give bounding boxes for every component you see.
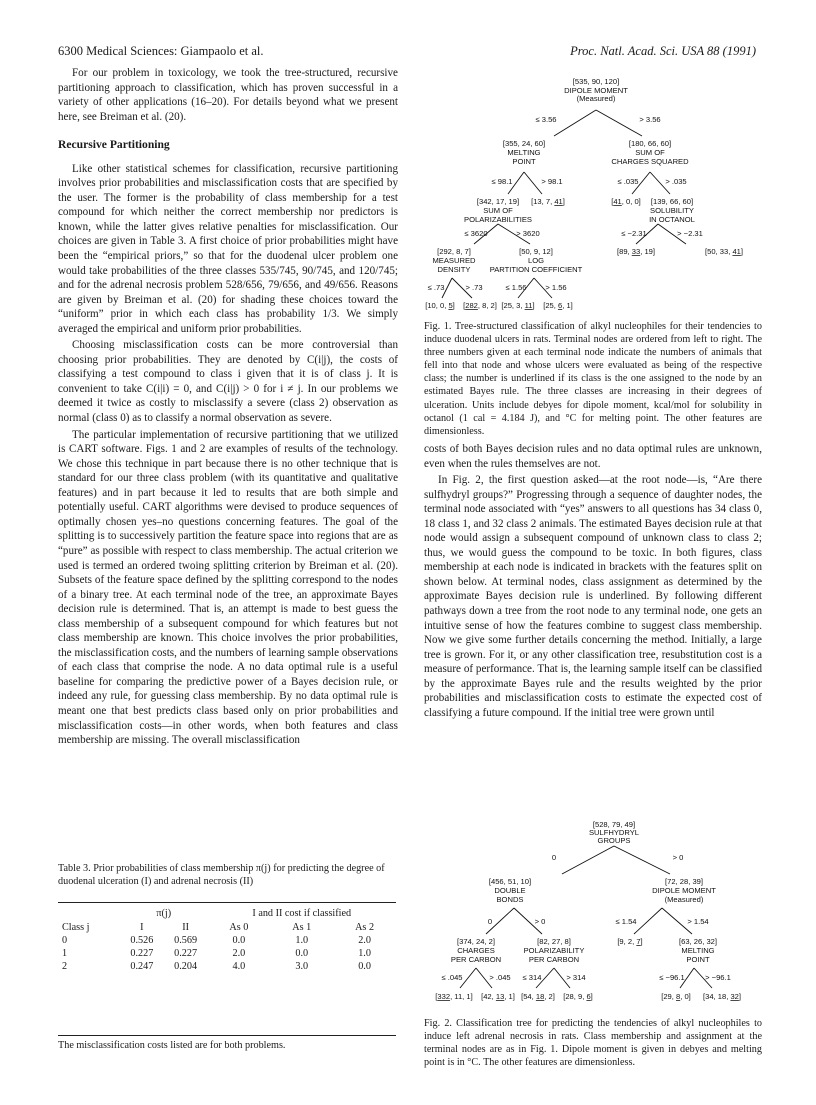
fig1-node-label: POLARIZABILITIES [464, 215, 532, 224]
table-cell: 1.0 [358, 948, 371, 959]
fig2-edge-label: ≤ −96.1 [659, 973, 685, 982]
fig1-node-label: SOLUBILITY [650, 206, 694, 215]
fig2-terminal-node [521, 992, 555, 1001]
fig2-node-counts: [63, 26, 32] [679, 937, 717, 946]
count-part: [50, 33, [704, 247, 733, 256]
fig1-node-counts: [139, 66, 60] [650, 197, 694, 206]
right-column [424, 442, 762, 720]
count-part: ] [532, 301, 535, 310]
count-part: , 1] [504, 992, 515, 1001]
intro-paragraph: For our problem in toxicology, we took the tree-structured, recursive partitioning approach to classification, which has proven successful in a variety of other applications (16–20). For details beyond what we present here, see Breiman et al. (20). [58, 67, 398, 123]
text-run: algorithms were devised to produce sequences of optimally chosen yes–no questions concerning features. The goal of the splitting is to successively partition the feature space into regions that are as “pure” as possible with respect to class membership. The actual criterion we used is termed an ordered twoing splitting criterion by Breiman et al. (20). Subsets of the feature space defined by the splitting correspond to the nodes of a binary tree. At each terminal node of the tree, an approximate Bayes decision rule is determined. That is, an attempt is made to best guess the class membership of a subsequent compound for which features but not class membership are known. This choice involves the prior probabilities, the misclassification costs, and the numbers of learning sample observations of each class that comprise the node. A no data optimal rule is a useful baseline for comparing the predictive power of a Bayes decision rule, or indeed any rule, for guessing class membership. By no data optimal rule is meant one that best predicts class based only on prior probabilities and misclassification costs—in other words, when both features and class membership are missing. The overall misclassification [58, 501, 398, 747]
fig2-node-label: DIPOLE MOMENT [652, 886, 716, 895]
table-cell: 1.0 [295, 935, 309, 946]
fig1-edge-label: > −2.31 [677, 229, 703, 238]
fig2-root-sub: GROUPS [597, 836, 631, 845]
fig1-node-label: IN OCTANOL [649, 215, 695, 224]
fig1-root-counts: [535, 90, 120] [572, 77, 620, 86]
fig1-root-label: DIPOLE MOMENT [564, 86, 628, 95]
table-cell: 0.204 [174, 961, 198, 972]
table-rule-bottom [58, 1035, 396, 1036]
fig2-node-counts: [82, 27, 8] [537, 937, 571, 946]
table-cell: 0.569 [174, 935, 198, 946]
fig2-edge-label: 0 [551, 853, 557, 862]
assigned-count: 282 [465, 301, 478, 310]
fig2-node-counts: [72, 28, 39] [665, 877, 703, 886]
fig1-terminal-node [531, 197, 565, 206]
cart-name: CART [142, 501, 172, 514]
count-part: , 0] [680, 992, 691, 1001]
fig1-node-counts: [50, 9, 12] [519, 247, 553, 256]
fig1-node-counts: [342, 17, 19] [476, 197, 520, 206]
fig2-node-label: POLARIZABILITY [523, 946, 585, 955]
fig1-edge-label: > .73 [465, 283, 483, 292]
table-caption: Table 3. Prior probabilities of class membership π(j) for predicting the degree of duodenal ulceration (I) and adrenal necrosis (II) [58, 863, 385, 888]
assigned-count: 13 [495, 992, 505, 1001]
assigned-count: 6 [586, 992, 591, 1001]
figure-2-tree [424, 818, 764, 1013]
table-colhead-row [58, 921, 396, 934]
table-cell: 0.0 [295, 948, 309, 959]
fig2-node-label: POINT [686, 955, 710, 964]
fig2-node-counts: [374, 24, 2] [457, 937, 495, 946]
fig2-node-label: MELTING [681, 946, 715, 955]
fig1-terminal-node [501, 301, 534, 310]
fig2-edge-label: ≤ 1.54 [615, 917, 637, 926]
fig1-node-label: MEASURED [432, 256, 476, 265]
fig2-node-label: BONDS [496, 895, 524, 904]
paragraph-priors: Like other statistical schemes for classification, recursive partitioning involves prior probabilities and misclassification costs that are specified by the user. The former is the probability of class membership for a test compound for which neither the correct membership nor predictors is known, while the latter gives relative penalties for misclassification. Our choices are given in Table 3. A first choice of prior probabilities might have been the “empirical priors,” so that for the duodenal ulcer problem one would take probabilities of the three classes 535/745, 90/745, and 120/745; and for the adrenal necrosis problem 528/656, 79/656, and 49/656. Reasons are given by Breiman et al. (20) for shading these choices toward the “uniform” prior in which each class has probability 1/3. We simply averaged the empirical and uniform prior probabilities. [58, 162, 398, 335]
continued-paragraph: costs of both Bayes decision rules and no data optimal rules are unknown, even when the rules themselves are not. [424, 443, 762, 470]
fig2-edge-label: > −96.1 [705, 973, 731, 982]
fig2-edge-label: ≤ .045 [441, 973, 463, 982]
fig2-terminal-node [563, 992, 593, 1001]
paragraph-cart [58, 428, 398, 748]
fig1-root-sub: (Measured) [576, 94, 616, 103]
table-cell: 0.247 [130, 961, 154, 972]
assigned-count: 41 [732, 247, 741, 256]
count-part: [25, 3, [501, 301, 525, 310]
fig1-node-label: SUM OF [635, 148, 665, 157]
assigned-count: 8 [675, 992, 681, 1001]
col-head: As 2 [355, 922, 375, 933]
fig1-node-label: POINT [512, 157, 536, 166]
assigned-count: 332 [437, 992, 451, 1001]
count-part: [29, [661, 992, 676, 1001]
table-cell: 4.0 [232, 961, 246, 972]
fig2-edge-label: > 0 [534, 917, 546, 926]
table-cell: 2.0 [358, 935, 371, 946]
table-cell: 0.0 [358, 961, 371, 972]
figure-2-caption: Fig. 2. Classification tree for predicting the tendencies of alkyl nucleophiles to induce left adrenal necrosis in rats. Class membership and assignment at the terminal nodes are as in Fig. 1. Dipole moment is given in debyes and melting point is in °C. The other features are dimensionless. [424, 1018, 762, 1069]
count-part: [13, 7, [531, 197, 555, 206]
table-row [58, 934, 396, 947]
fig2-edge-label: > 1.54 [687, 917, 709, 926]
paragraph-fig2: In Fig. 2, the first question asked—at the root node—is, “Are there sulfhydryl groups?” Progressing through a sequence of daughter nodes, the terminal node associated with “yes” answers to all questions has 34 class 0, 18 class 1, and 32 class 2 animals. The estimated Bayes decision rule at that node would assign a subsequent compound of unknown class to class 2; thus, we would guess the compound to be toxic. In both figures, class membership at each node is indicated in brackets with the features split on shown below. At terminal nodes, class assignment as determined by the approximate Bayes decision rule is underlined. By following different pathways down a tree from the root node to any terminal node, one gets an intuitive sense of how the features combine to suggest class membership. Now we give some further details concerning the method. Initially, a large tree is grown. For it, or any other classification tree, resubstitution cost is a measure of performance. That is, the learning sample itself can be classified by the approximate Bayes rule and the results weighted by the prior probabilities and misclassification costs to estimate the expected cost of classifying a future compound. If the initial tree were grown until [424, 474, 762, 719]
fig1-node-label: DENSITY [437, 265, 471, 274]
fig1-edge-label: > 3620 [516, 229, 540, 238]
assigned-count: 7 [636, 937, 641, 946]
col-head: Class j [62, 922, 90, 933]
fig1-edge-label: > 1.56 [545, 283, 567, 292]
fig2-node-label: PER CARBON [450, 955, 502, 964]
fig1-node-label: PARTITION COEFFICIENT [489, 265, 583, 274]
fig1-edge-label: ≤ 3620 [464, 229, 488, 238]
fig1-edge-label: ≤ 3.56 [535, 115, 557, 124]
count-part: ] [740, 247, 744, 256]
table-cell: 0 [62, 935, 68, 946]
running-header-left: 6300 Medical Sciences: Giampaolo et al. [58, 44, 264, 58]
fig2-edge-label: > 314 [566, 973, 586, 982]
table-header-row [58, 906, 396, 921]
table-cell: 0.227 [174, 948, 198, 959]
table-cell: 2 [62, 961, 68, 972]
paragraph-costs: Choosing misclassification costs can be more controversial than choosing prior probabilities. They are denoted by C(i|j), the costs of classifying a test compound to class i given that it is of class j. It is convenient to take C(i|i) = 0, and C(i|j) > 0 for i ≠ j. In our problems we deemed it twice as costly to misclassify a severe (class 2) observation as normal (class 0) as to classify a normal observation as severe. [58, 339, 398, 425]
count-part: [9, 2, [617, 937, 637, 946]
fig1-edge-label: ≤ .73 [427, 283, 445, 292]
table-cell: 0.526 [130, 935, 154, 946]
count-part: , 11, 1] [450, 992, 473, 1001]
fig2-edge-label: 0 [487, 917, 493, 926]
fig1-node-counts: [355, 24, 60] [502, 139, 546, 148]
assigned-count: 41 [613, 197, 622, 206]
count-part: [ [611, 197, 614, 206]
table-row [58, 960, 396, 973]
count-part: [25, [543, 301, 558, 310]
table-rule-top [58, 902, 396, 903]
fig2-root-label: SULFHYDRYL [588, 828, 640, 837]
table-cell: 0.227 [130, 948, 154, 959]
assigned-count: 32 [730, 992, 739, 1001]
table-3 [58, 906, 396, 973]
count-part: ] [640, 937, 643, 946]
fig2-terminal-node [703, 992, 741, 1001]
count-part: [10, 0, [425, 301, 449, 310]
section-title: Recursive Partitioning [58, 138, 170, 152]
fig1-edge-label: ≤ 1.56 [505, 283, 527, 292]
fig1-edge-label: ≤ 98.1 [491, 177, 513, 186]
fig1-edge-label: ≤ −2.31 [621, 229, 647, 238]
figure-1-caption: Fig. 1. Tree-structured classification of alkyl nucleophiles for their tendencies to induce duodenal ulcers in rats. Terminal nodes are ordered from left to right. The three numbers given at each terminal node indicate the numbers of animals that fell into that node and whose ulcers were evaluated as being of the respective class; the number is underlined if its class is the one assigned to the node by an estimated Bayes rule. The three classes are increasing in their degrees of ulceration. Units include debyes for dipole moment, kcal/mol for solubility in octanol (1 cal = 4.184 J), and °C for melting point. The other features are dimensionless. [424, 321, 762, 437]
table-cell: 2.0 [232, 948, 246, 959]
assigned-count: 33 [631, 247, 641, 256]
fig1-edge-label: > 98.1 [541, 177, 563, 186]
count-part: , 0, 0] [621, 197, 641, 206]
count-part: ] [452, 301, 455, 310]
count-part: [ [435, 992, 438, 1001]
fig1-node-counts: [292, 8, 7] [437, 247, 471, 256]
fig1-terminal-node [463, 301, 497, 310]
table-row [58, 947, 396, 960]
table-cell: 0.0 [232, 935, 246, 946]
assigned-count: 5 [448, 301, 453, 310]
assigned-count: 18 [535, 992, 545, 1001]
count-part: [54, [521, 992, 536, 1001]
fig1-terminal-node [425, 301, 455, 310]
count-part: ] [590, 992, 593, 1001]
fig2-terminal-node [481, 992, 515, 1001]
fig1-terminal-node [543, 301, 573, 310]
fig2-terminal-node [435, 992, 472, 1001]
fig2-node-label: CHARGES [457, 946, 495, 955]
fig1-node-label: CHARGES SQUARED [611, 157, 689, 166]
fig2-edge-label: > .045 [489, 973, 511, 982]
count-part: [89, [616, 247, 632, 256]
fig1-terminal-node [705, 247, 743, 256]
count-part: , 2] [544, 992, 555, 1001]
count-part: [28, 9, [563, 992, 587, 1001]
text-run: software. Figs. 1 and 2 are examples of results of the technology. We chose this technique in part because there is no other technique that is standard for our three class problem (with its quantitative and qualitative features) and in part because it led to results that are both simple and potentially useful. [58, 443, 398, 514]
header-pi: π(j) [156, 908, 172, 919]
fig1-node-label: SUM OF [483, 206, 513, 215]
count-part: ] [562, 197, 565, 206]
count-part: [34, 18, [702, 992, 731, 1001]
fig2-node-counts: [456, 51, 10] [488, 877, 532, 886]
fig1-terminal-node [611, 197, 641, 206]
header-cost: I and II cost if classified [252, 908, 352, 919]
fig2-node-label: DOUBLE [494, 886, 526, 895]
fig2-root-counts: [528, 79, 49] [592, 820, 636, 829]
running-header-right: Proc. Natl. Acad. Sci. USA 88 (1991) [570, 44, 756, 58]
col-head: II [182, 922, 190, 933]
col-head: As 1 [292, 922, 312, 933]
left-column [58, 66, 398, 748]
fig2-edge-label: > 0 [672, 853, 684, 862]
table-footnote: The misclassification costs listed are for both problems. [58, 1040, 286, 1051]
col-head: I [140, 922, 144, 933]
fig1-edge-label: ≤ .035 [617, 177, 639, 186]
fig2-node-label: (Measured) [664, 895, 704, 904]
count-part: , 1] [562, 301, 573, 310]
count-part: [42, [481, 992, 496, 1001]
assigned-count: 41 [554, 197, 563, 206]
fig2-edges [460, 846, 715, 988]
count-part: , 19] [640, 247, 656, 256]
fig1-edge-label: > .035 [665, 177, 687, 186]
count-part: , 8, 2] [477, 301, 497, 310]
table-cell: 3.0 [295, 961, 309, 972]
figure-1-tree [424, 70, 764, 320]
count-part: [ [463, 301, 466, 310]
assigned-count: 11 [524, 301, 533, 310]
col-head: As 0 [229, 922, 249, 933]
fig1-node-label: LOG [527, 256, 545, 265]
fig2-node-label: PER CARBON [528, 955, 580, 964]
fig2-edge-label: ≤ 314 [522, 973, 542, 982]
fig1-terminal-node [617, 247, 655, 256]
count-part: ] [738, 992, 742, 1001]
assigned-count: 6 [557, 301, 563, 310]
fig2-terminal-node [661, 992, 691, 1001]
cart-name: CART [68, 443, 98, 456]
fig1-edge-label: > 3.56 [639, 115, 661, 124]
fig2-terminal-node [617, 937, 642, 946]
fig1-node-counts: [180, 66, 60] [628, 139, 672, 148]
fig1-node-label: MELTING [507, 148, 541, 157]
table-cell: 1 [62, 948, 68, 959]
text-run: The particular implementation of recursive partitioning that we utilized is [58, 428, 398, 456]
